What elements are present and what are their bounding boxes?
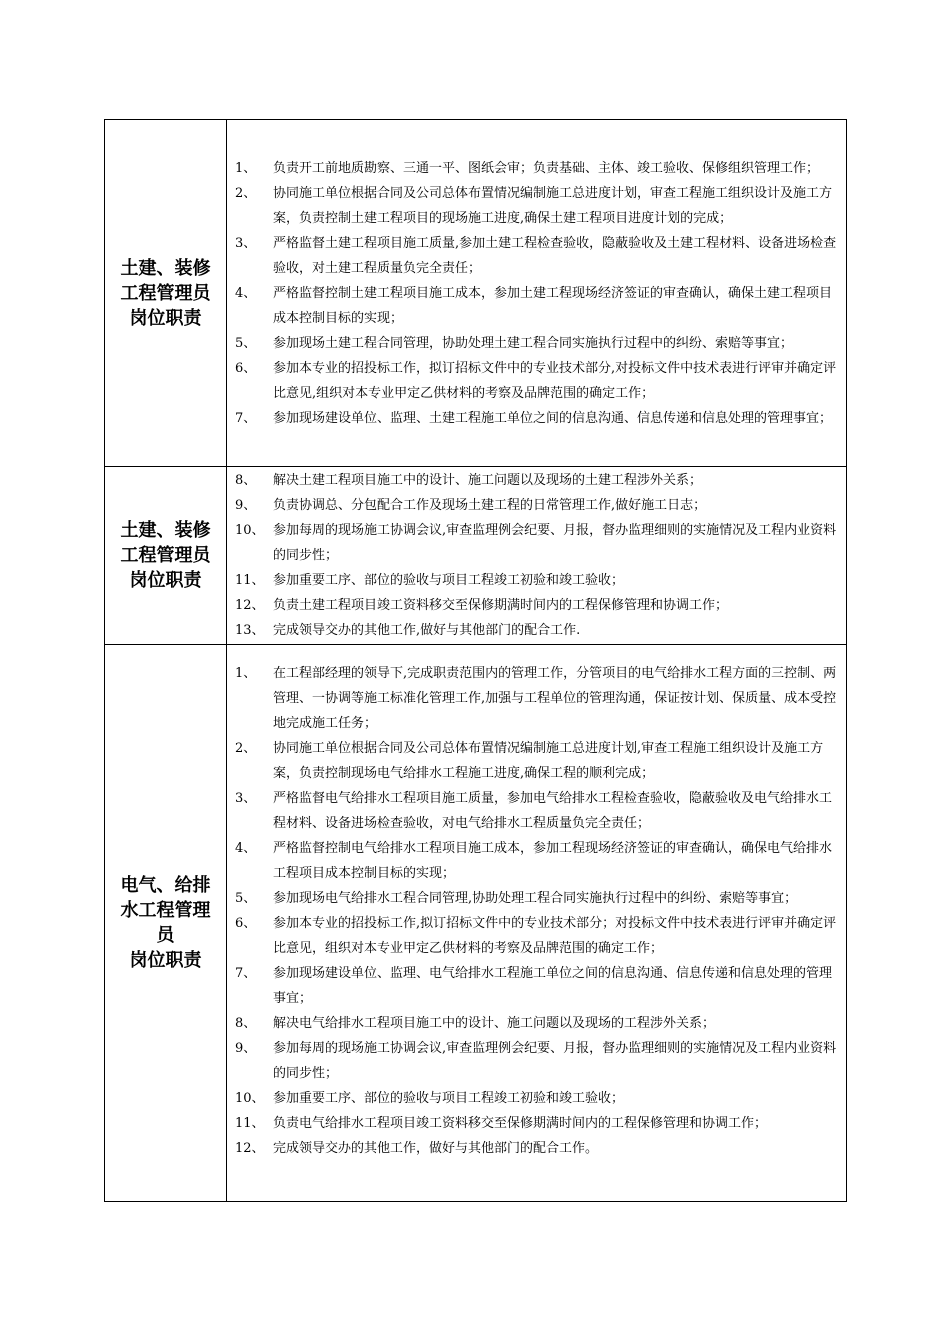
role-title <box>105 256 226 331</box>
duty-number: 3、 <box>235 236 257 251</box>
duty-item <box>235 231 838 281</box>
duty-number: 3、 <box>235 791 257 806</box>
duty-text: 参加本专业的招投标工作，拟订招标文件中的专业技术部分,对投标文件中技术表进行评审并确定评比意见,组织对本专业甲定乙供材料的考察及品牌范围的确定工作； <box>273 361 837 401</box>
duty-number: 13、 <box>235 623 265 638</box>
duty-item <box>235 406 838 431</box>
duty-item <box>235 1111 838 1136</box>
duty-text: 严格监督电气给排水工程项目施工质量，参加电气给排水工程检查验收，隐蔽验收及电气给排水工程材料、设备进场检查验收，对电气给排水工程质量负完全责任； <box>273 791 833 831</box>
role-title-line: 岗位职责 <box>129 307 202 329</box>
duty-text: 参加现场电气给排水工程合同管理,协助处理工程合同实施执行过程中的纠纷、索赔等事宜； <box>273 891 798 906</box>
duty-number: 7、 <box>235 966 257 981</box>
role-title-line: 岗位职责 <box>129 570 202 591</box>
role-title-line: 土建、装修 <box>120 257 211 279</box>
duty-text: 严格监督土建工程项目施工质量,参加土建工程检查验收，隐蔽验收及土建工程材料、设备进场检查验收，对土建工程质量负完全责任； <box>273 236 837 276</box>
role-title <box>105 518 226 593</box>
duty-item <box>235 281 838 331</box>
duty-item <box>235 1136 838 1161</box>
duty-item <box>235 331 838 356</box>
duty-text: 协同施工单位根据合同及公司总体布置情况编制施工总进度计划,审查工程施工组织设计及施工方案，负责控制现场电气给排水工程施工进度,确保工程的顺利完成； <box>273 741 824 781</box>
duty-item <box>235 1011 838 1036</box>
duty-number: 2、 <box>235 186 257 201</box>
duty-number: 7、 <box>235 411 257 426</box>
duty-number: 5、 <box>235 891 257 906</box>
duty-text: 参加每周的现场施工协调会议,审查监理例会纪要、月报，督办监理细则的实施情况及工程内业资料的同步性； <box>273 1041 837 1081</box>
duty-list <box>227 468 846 643</box>
duty-item <box>235 911 838 961</box>
duty-text: 负责土建工程项目竣工资料移交至保修期满时间内的工程保修管理和协调工作； <box>273 598 729 613</box>
duty-text: 解决土建工程项目施工中的设计、施工问题以及现场的土建工程涉外关系； <box>273 473 703 488</box>
duty-item <box>235 181 838 231</box>
duty-item <box>235 518 838 568</box>
duty-number: 1、 <box>235 666 257 681</box>
duty-number: 10、 <box>235 523 265 538</box>
duty-number: 1、 <box>235 161 257 176</box>
duty-item <box>235 1036 838 1086</box>
duty-text: 严格监督控制电气给排水工程项目施工成本，参加工程现场经济签证的审查确认，确保电气给排水工程项目成本控制目标的实现； <box>273 841 833 881</box>
duty-item <box>235 961 838 1011</box>
duty-item <box>235 661 838 736</box>
role-title-line: 员 <box>156 925 175 946</box>
duty-text: 严格监督控制土建工程项目施工成本，参加土建工程现场经济签证的审查确认，确保土建工程项目成本控制目标的实现； <box>273 286 833 326</box>
duty-number: 10、 <box>235 1091 265 1106</box>
section-row <box>105 120 847 467</box>
duty-number: 4、 <box>235 286 257 301</box>
duty-number: 6、 <box>235 916 257 931</box>
duty-text: 参加重要工序、部位的验收与项目工程竣工初验和竣工验收； <box>273 1091 625 1106</box>
duty-number: 6、 <box>235 361 257 376</box>
duty-list <box>227 155 846 431</box>
duty-item <box>235 156 838 181</box>
duty-item <box>235 593 838 618</box>
duty-item <box>235 356 838 406</box>
duty-text: 在工程部经理的领导下,完成职责范围内的管理工作，分管项目的电气给排水工程方面的三控制、两管理、一协调等施工标准化管理工作,加强与工程单位的管理沟通，保证按计划、保质量、成本受控地完成施工任务； <box>273 666 837 731</box>
role-title-line: 土建、装修 <box>120 520 211 541</box>
duty-text: 参加现场建设单位、监理、土建工程施工单位之间的信息沟通、信息传递和信息处理的管理事宜； <box>273 411 833 426</box>
duty-text: 解决电气给排水工程项目施工中的设计、施工问题以及现场的工程涉外关系； <box>273 1016 716 1031</box>
duty-text: 负责电气给排水工程项目竣工资料移交至保修期满时间内的工程保修管理和协调工作； <box>273 1116 768 1131</box>
duty-item <box>235 618 838 643</box>
duty-text: 完成领导交办的其他工作，做好与其他部门的配合工作。 <box>273 1141 599 1156</box>
duty-number: 11、 <box>235 1116 265 1131</box>
duty-list <box>227 645 846 1173</box>
section-row <box>105 467 847 645</box>
role-title-line: 工程管理员 <box>120 545 211 566</box>
duty-item <box>235 1086 838 1111</box>
duty-text: 负责开工前地质勘察、三通一平、图纸会审；负责基础、主体、竣工验收、保修组织管理工作； <box>273 161 820 176</box>
duty-text: 参加本专业的招投标工作,拟订招标文件中的专业技术部分；对投标文件中技术表进行评审并确定评比意见，组织对本专业甲定乙供材料的考察及品牌范围的确定工作； <box>273 916 837 956</box>
duties-cell <box>227 645 847 1202</box>
duty-item <box>235 568 838 593</box>
duty-number: 9、 <box>235 1041 257 1056</box>
role-cell <box>105 467 227 645</box>
duty-text: 参加每周的现场施工协调会议,审查监理例会纪要、月报，督办监理细则的实施情况及工程内业资料的同步性； <box>273 523 837 563</box>
duty-number: 2、 <box>235 741 257 756</box>
duty-item <box>235 493 838 518</box>
duty-number: 8、 <box>235 473 257 488</box>
role-title-line: 电气、给排 <box>120 875 211 896</box>
duty-item <box>235 736 838 786</box>
duty-text: 完成领导交办的其他工作,做好与其他部门的配合工作. <box>273 623 581 638</box>
duty-text: 参加重要工序、部位的验收与项目工程竣工初验和竣工验收； <box>273 573 625 588</box>
role-title-line: 水工程管理 <box>120 900 211 921</box>
duty-text: 负责协调总、分包配合工作及现场土建工程的日常管理工作,做好施工日志； <box>273 498 707 513</box>
role-title-line: 岗位职责 <box>129 950 202 971</box>
duty-number: 8、 <box>235 1016 257 1031</box>
role-title <box>105 873 226 973</box>
duties-cell <box>227 467 847 645</box>
duty-number: 4、 <box>235 841 257 856</box>
duty-text: 参加现场建设单位、监理、电气给排水工程施工单位之间的信息沟通、信息传递和信息处理的管理事宜； <box>273 966 833 1006</box>
duty-number: 11、 <box>235 573 265 588</box>
duty-number: 5、 <box>235 336 257 351</box>
role-cell <box>105 120 227 467</box>
duty-item <box>235 468 838 493</box>
duty-number: 12、 <box>235 1141 265 1156</box>
duties-cell <box>227 120 847 467</box>
duty-number: 9、 <box>235 498 257 513</box>
role-title-line: 工程管理员 <box>120 282 211 304</box>
section-row <box>105 645 847 1202</box>
duty-item <box>235 786 838 836</box>
duty-text: 参加现场土建工程合同管理，协助处理土建工程合同实施执行过程中的纠纷、索赔等事宜； <box>273 336 794 351</box>
duties-table <box>104 119 847 1202</box>
role-cell <box>105 645 227 1202</box>
duty-text: 协同施工单位根据合同及公司总体布置情况编制施工总进度计划，审查工程施工组织设计及施工方案，负责控制土建工程项目的现场施工进度,确保土建工程项目进度计划的完成； <box>273 186 833 226</box>
duty-item <box>235 886 838 911</box>
duty-item <box>235 836 838 886</box>
duty-number: 12、 <box>235 598 265 613</box>
